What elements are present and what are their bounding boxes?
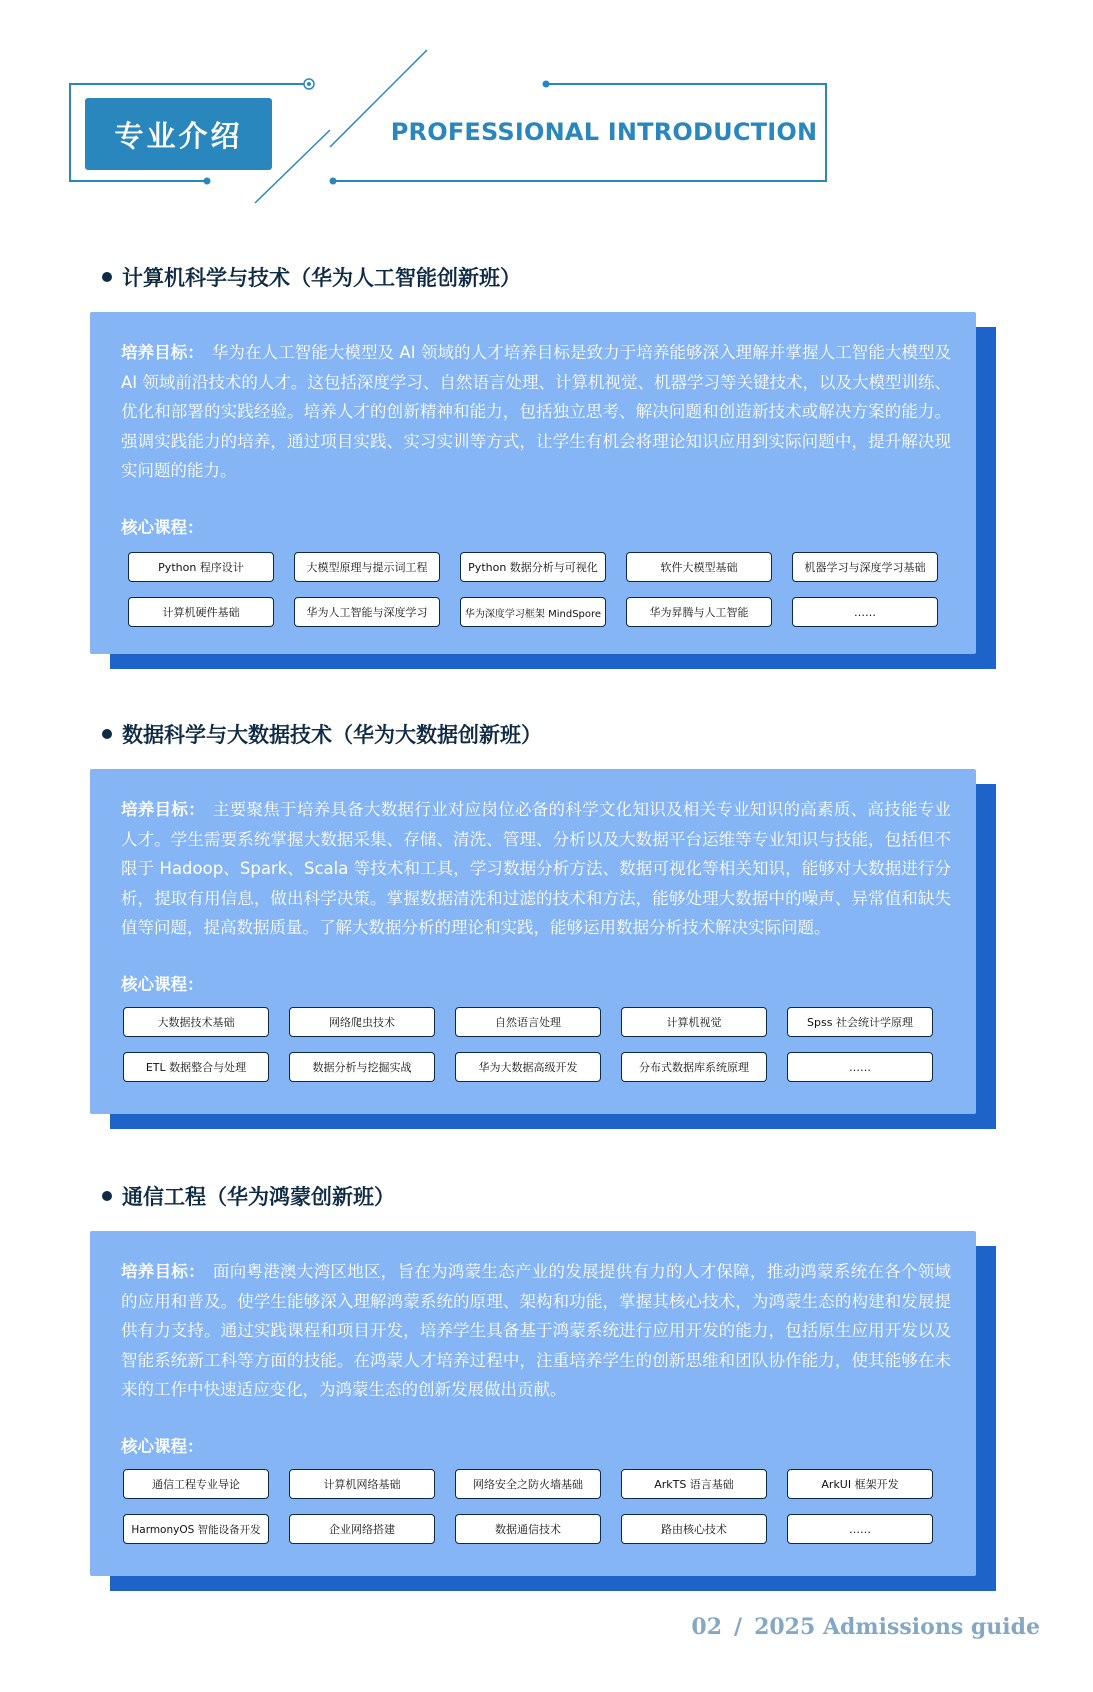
page-footer bbox=[690, 1614, 1040, 1640]
course-tag: ETL 数据整合与处理 bbox=[123, 1052, 269, 1082]
course-tag: 数据通信技术 bbox=[455, 1514, 601, 1544]
core-courses-label: 核心课程： bbox=[121, 975, 204, 994]
footer-separator: / bbox=[734, 1614, 743, 1640]
course-grid bbox=[123, 1007, 933, 1082]
goal-text: 主要聚焦于培养具备大数据行业对应岗位必备的科学文化知识及相关专业知识的高素质、高技能专业人才。学生需要系统掌握大数据采集、存储、清洗、管理、分析以及大数据平台运维等专业知识与技能，包括但不限于 Hadoop、Spark、Scala 等技术和工具，学习数据分析方法、数据可视化等相关知识，能够对大数据进行分析，提取有用信息，做出科学决策。掌握数据清洗和过滤的技术和方法，能够处理大数据中的噪声、异常值和缺失值等问题，提高数据质量。了解大数据分析的理论和实践，能够运用数据分析技术解决实际问题。 bbox=[121, 800, 951, 937]
course-tag: HarmonyOS 智能设备开发 bbox=[123, 1514, 269, 1544]
goal-text: 面向粤港澳大湾区地区，旨在为鸿蒙生态产业的发展提供有力的人才保障，推动鸿蒙系统在各个领域的应用和普及。使学生能够深入理解鸿蒙系统的原理、架构和功能，掌握其核心技术，为鸿蒙生态的构建和发展提供有力支持。通过实践课程和项目开发，培养学生具备基于鸿蒙系统进行应用开发的能力，包括原生应用开发以及智能系统新工科等方面的技能。在鸿蒙人才培养过程中，注重培养学生的创新思维和团队协作能力，使其能够在未来的工作中快速适应变化，为鸿蒙生态的创新发展做出贡献。 bbox=[121, 1262, 951, 1399]
section-heading bbox=[102, 1181, 395, 1211]
core-courses-label: 核心课程： bbox=[121, 518, 204, 537]
section-heading bbox=[102, 719, 542, 749]
course-tag: 通信工程专业导论 bbox=[123, 1469, 269, 1499]
course-tag: Python 数据分析与可视化 bbox=[460, 552, 606, 582]
section-title: 通信工程（华为鸿蒙创新班） bbox=[122, 1185, 395, 1209]
footer-title: 2025 Admissions guide bbox=[754, 1614, 1040, 1640]
course-tag: 华为昇腾与人工智能 bbox=[626, 597, 772, 627]
course-tag: ArkUI 框架开发 bbox=[787, 1469, 933, 1499]
course-tag: 计算机硬件基础 bbox=[128, 597, 274, 627]
course-grid bbox=[123, 1469, 933, 1544]
header-title-en: PROFESSIONAL INTRODUCTION bbox=[390, 118, 818, 146]
header-title-cn: 专业介绍 bbox=[114, 118, 243, 153]
program-card bbox=[90, 769, 976, 1114]
course-tag: 网络安全之防火墙基础 bbox=[455, 1469, 601, 1499]
course-tag: 分布式数据库系统原理 bbox=[621, 1052, 767, 1082]
course-tag: 大模型原理与提示词工程 bbox=[294, 552, 440, 582]
course-tag: ArkTS 语言基础 bbox=[621, 1469, 767, 1499]
course-tag: 华为大数据高级开发 bbox=[455, 1052, 601, 1082]
course-tag: 计算机网络基础 bbox=[289, 1469, 435, 1499]
section-title: 数据科学与大数据技术（华为大数据创新班） bbox=[122, 723, 542, 747]
goal-paragraph bbox=[121, 795, 951, 943]
course-grid bbox=[128, 552, 938, 627]
course-tag: Spss 社会统计学原理 bbox=[787, 1007, 933, 1037]
bullet-dot-icon bbox=[102, 729, 112, 739]
course-tag: 计算机视觉 bbox=[621, 1007, 767, 1037]
course-tag: …… bbox=[787, 1514, 933, 1544]
course-tag: 华为深度学习框架 MindSpore bbox=[460, 597, 606, 627]
goal-text: 华为在人工智能大模型及 AI 领域的人才培养目标是致力于培养能够深入理解并掌握人工智能大模型及 AI 领域前沿技术的人才。这包括深度学习、自然语言处理、计算机视觉、机器学习等关键技术，以及大模型训练、优化和部署的实践经验。培养人才的创新精神和能力，包括独立思考、解决问题和创造新技术或解决方案的能力。强调实践能力的培养，通过项目实践、实习实训等方式，让学生有机会将理论知识应用到实际问题中，提升解决现实问题的能力。 bbox=[121, 343, 951, 480]
bullet-dot-icon bbox=[102, 1191, 112, 1201]
page-number: 02 bbox=[691, 1614, 723, 1640]
course-tag: …… bbox=[787, 1052, 933, 1082]
goal-label: 培养目标： bbox=[121, 343, 204, 362]
core-courses-label: 核心课程： bbox=[121, 1437, 204, 1456]
course-tag: 大数据技术基础 bbox=[123, 1007, 269, 1037]
course-tag: 网络爬虫技术 bbox=[289, 1007, 435, 1037]
section-heading bbox=[102, 262, 521, 292]
goal-paragraph bbox=[121, 338, 951, 486]
goal-paragraph bbox=[121, 1257, 951, 1405]
course-tag: 数据分析与挖掘实战 bbox=[289, 1052, 435, 1082]
goal-label: 培养目标： bbox=[121, 800, 205, 819]
course-tag: 软件大模型基础 bbox=[626, 552, 772, 582]
program-card bbox=[90, 312, 976, 654]
program-card bbox=[90, 1231, 976, 1576]
section-title: 计算机科学与技术（华为人工智能创新班） bbox=[122, 266, 521, 290]
course-tag: …… bbox=[792, 597, 938, 627]
bullet-dot-icon bbox=[102, 272, 112, 282]
course-tag: Python 程序设计 bbox=[128, 552, 274, 582]
course-tag: 企业网络搭建 bbox=[289, 1514, 435, 1544]
goal-label: 培养目标： bbox=[121, 1262, 205, 1281]
header-title-box bbox=[85, 98, 272, 170]
course-tag: 路由核心技术 bbox=[621, 1514, 767, 1544]
course-tag: 华为人工智能与深度学习 bbox=[294, 597, 440, 627]
course-tag: 自然语言处理 bbox=[455, 1007, 601, 1037]
course-tag: 机器学习与深度学习基础 bbox=[792, 552, 938, 582]
